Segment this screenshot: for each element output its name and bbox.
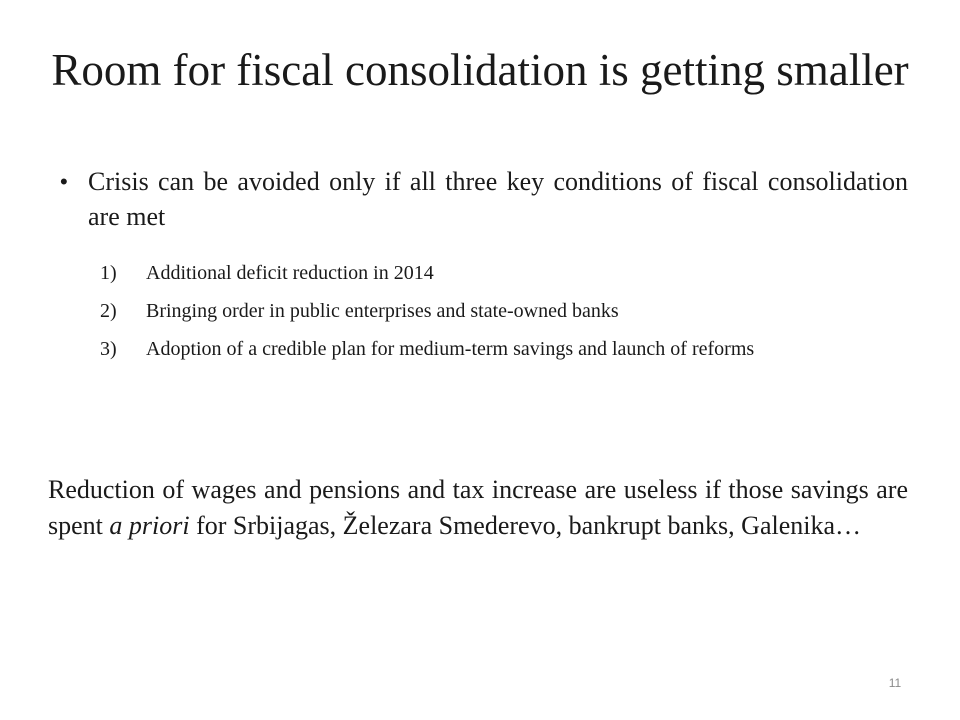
paragraph-text-start: Reduction of wages and pensions and tax increase are useless if those savings are spent: [48, 475, 908, 540]
condition-text: Additional deficit reduction in 2014: [146, 262, 434, 284]
condition-number: 2): [100, 300, 117, 322]
conclusion-paragraph: [48, 472, 908, 544]
paragraph-text-end: for Srbijagas, Železara Smederevo, bankrupt banks, Galenika…: [189, 511, 862, 540]
conditions-list: [100, 258, 908, 372]
bullet-item: [60, 164, 908, 234]
condition-text: Adoption of a credible plan for medium-term savings and launch of reforms: [146, 338, 755, 360]
bullet-text: Crisis can be avoided only if all three key conditions of fiscal consolidation are met: [88, 167, 908, 231]
page-number: 11: [888, 676, 902, 690]
bullet-marker: •: [60, 169, 68, 194]
paragraph-italic-phrase: a priori: [109, 511, 190, 540]
condition-number: 1): [100, 262, 117, 284]
condition-item: [100, 334, 908, 364]
condition-item: [100, 258, 908, 288]
condition-number: 3): [100, 338, 117, 360]
condition-item: [100, 296, 908, 326]
slide-title: Room for fiscal consolidation is getting smaller: [51, 45, 909, 95]
condition-text: Bringing order in public enterprises and state-owned banks: [146, 300, 619, 322]
